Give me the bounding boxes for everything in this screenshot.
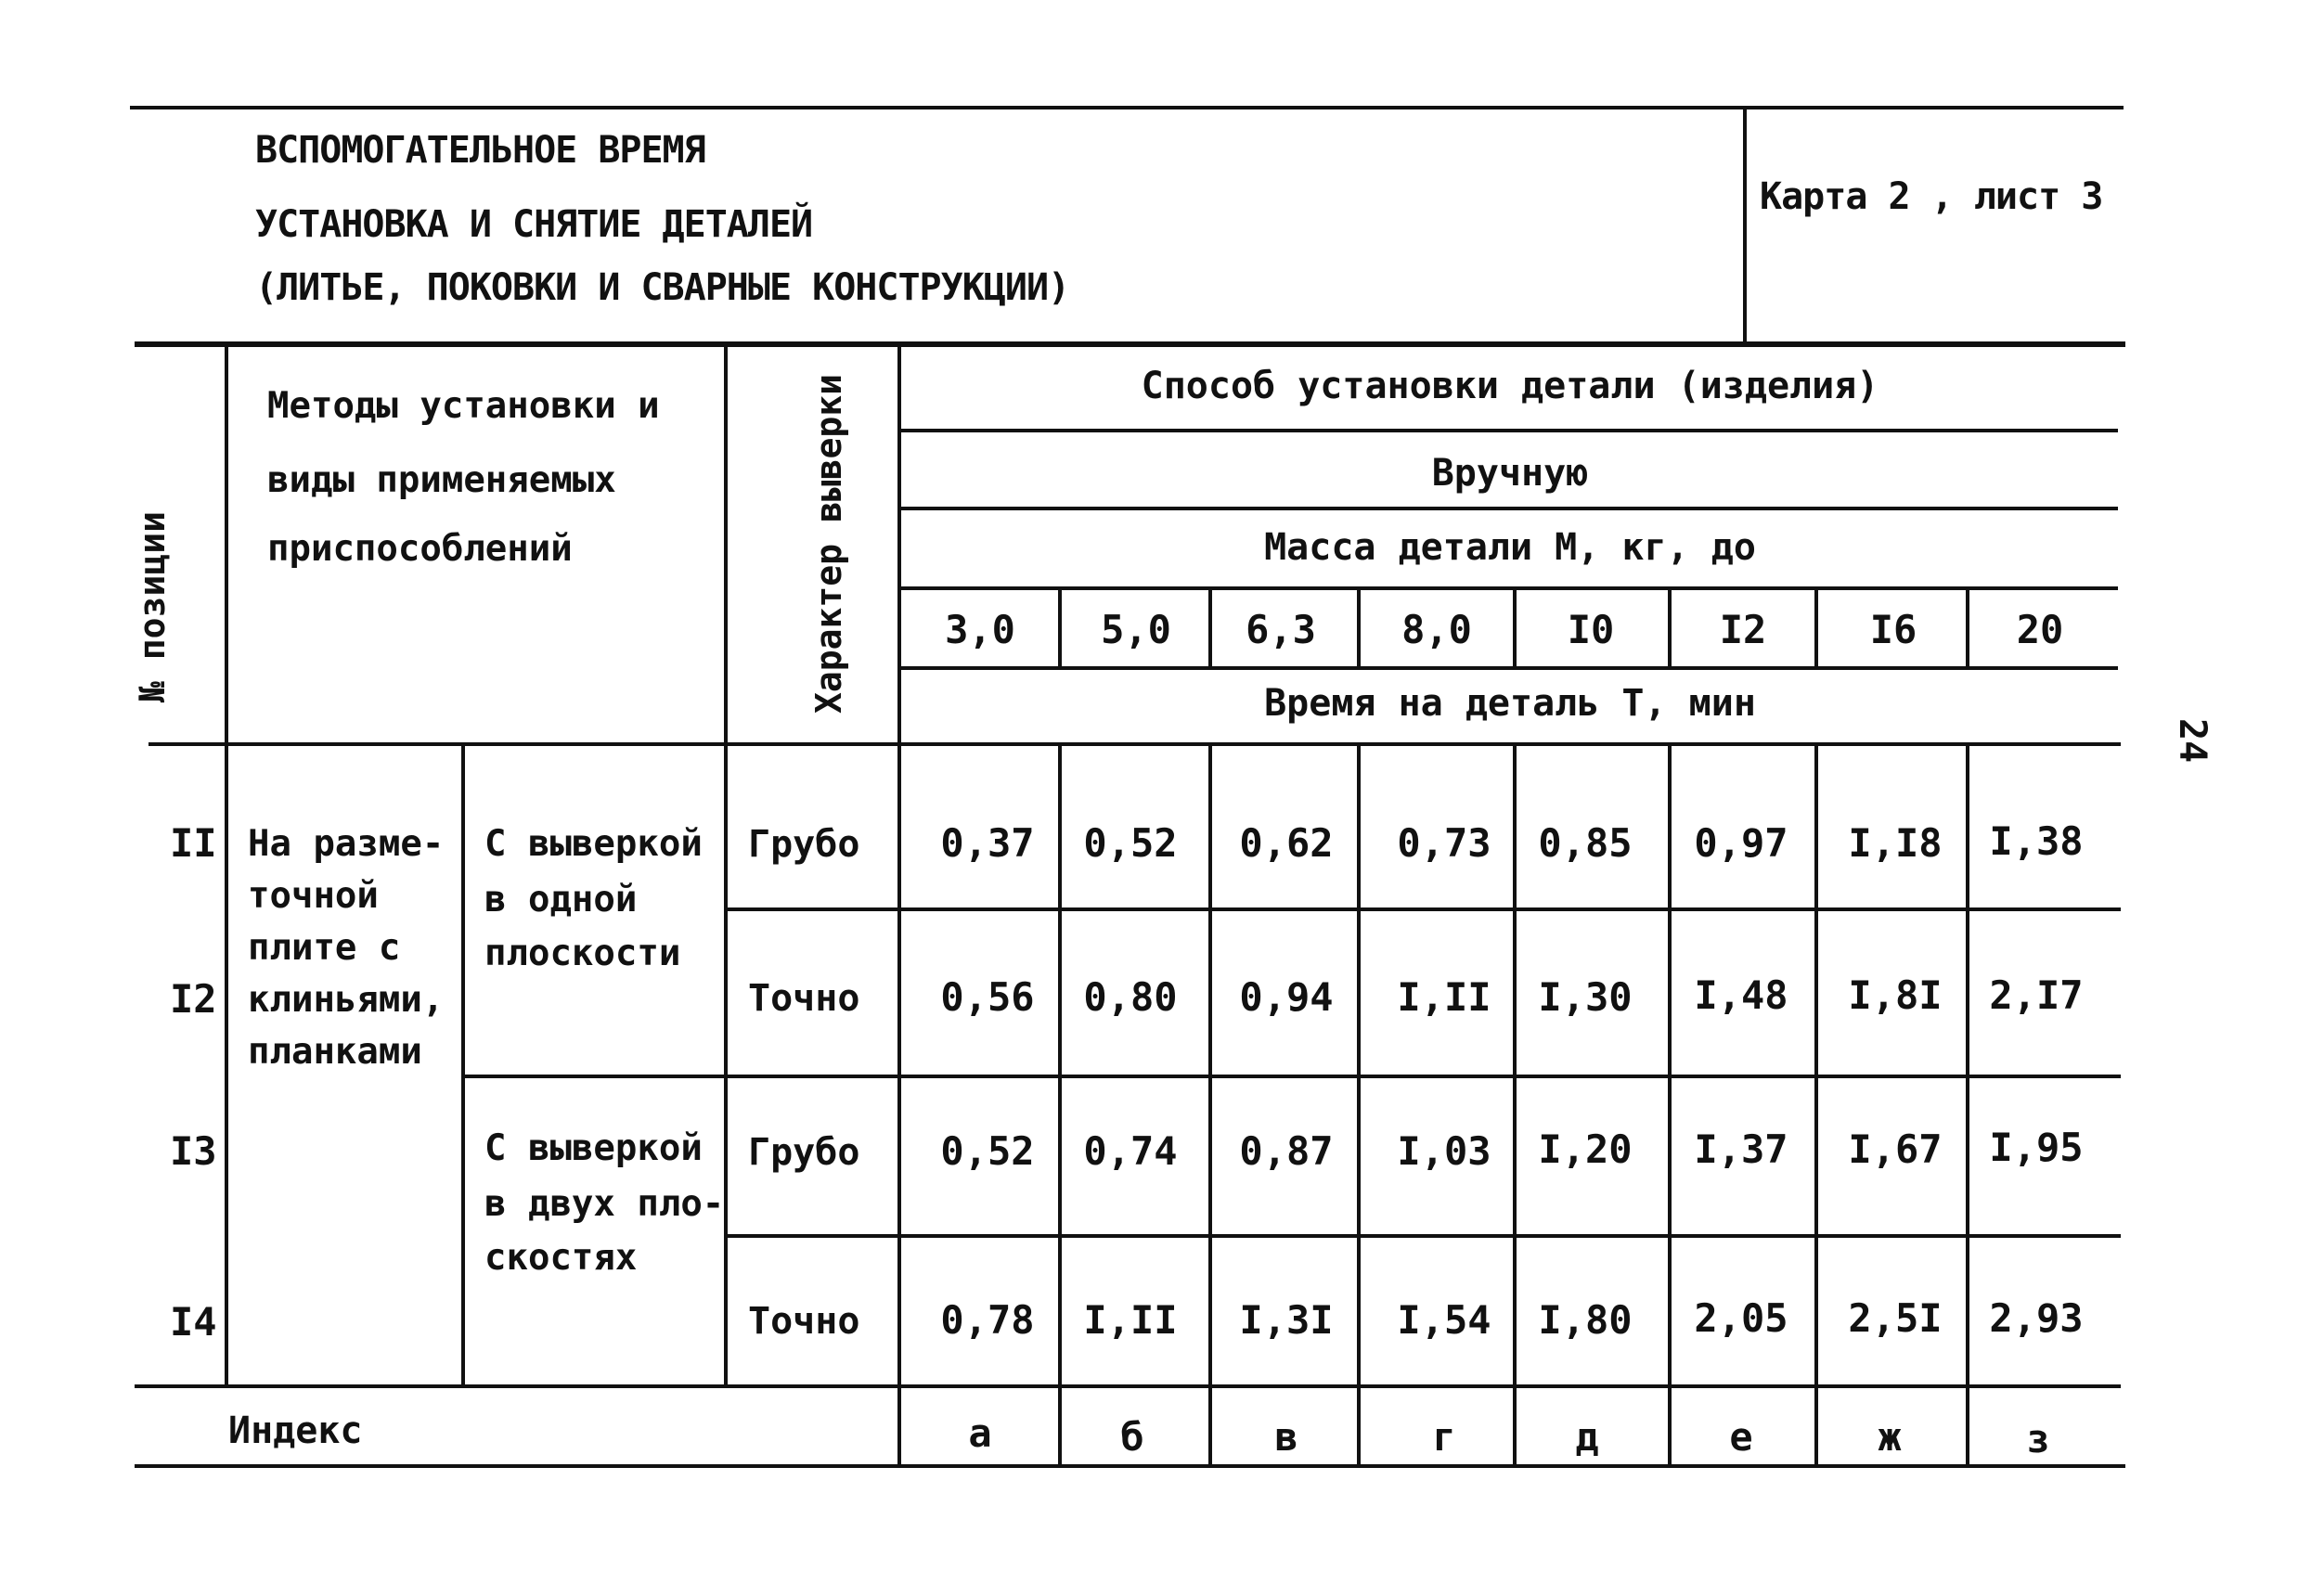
group-method-line-4: клиньями, — [248, 979, 445, 1021]
alignment-row-13: Грубо — [748, 1131, 860, 1174]
value-cell: I,3I — [1239, 1297, 1334, 1343]
col-methods-line-2: виды применяемых — [267, 459, 616, 501]
value-cell: I,48 — [1694, 972, 1788, 1018]
value-cell: I,80 — [1538, 1297, 1633, 1343]
subgroup-1-line-3: плоскости — [484, 933, 681, 974]
value-cell: 0,80 — [1083, 974, 1178, 1020]
rule-under-mass-values — [900, 666, 2118, 670]
rule-row-11-bottom — [726, 907, 2121, 911]
mass-value-c: 6,3 — [1246, 607, 1316, 652]
header-title-line-1: ВСПОМОГАТЕЛЬНОЕ ВРЕМЯ — [255, 129, 705, 172]
group-method-line-3: плите с — [248, 927, 401, 969]
mass-value-h: 20 — [2016, 607, 2064, 652]
value-cell: I,II — [1397, 974, 1491, 1020]
value-cell: 2,5I — [1848, 1295, 1943, 1341]
value-cell: I,20 — [1538, 1126, 1633, 1172]
value-cell: 0,37 — [940, 820, 1035, 866]
value-cell: I,II — [1083, 1297, 1178, 1343]
index-label: Индекс — [228, 1409, 363, 1452]
page-number: 24 — [2171, 718, 2214, 764]
alignment-row-11: Грубо — [748, 823, 860, 866]
index-h: з — [2026, 1416, 2050, 1461]
manual-header: Вручную — [1431, 452, 1589, 495]
value-cell: I,95 — [1989, 1125, 2084, 1170]
alignment-row-14: Точно — [748, 1300, 860, 1343]
value-cell: I,30 — [1538, 974, 1633, 1020]
position-11: II — [170, 820, 217, 866]
mass-value-e: I0 — [1567, 607, 1615, 652]
vrule-position — [225, 345, 228, 1386]
value-cell: 2,I7 — [1989, 972, 2084, 1018]
mass-value-f: I2 — [1719, 607, 1767, 652]
rule-under-manual — [900, 507, 2118, 510]
value-cell: 2,93 — [1989, 1295, 2084, 1341]
rule-under-mass-label — [900, 586, 2118, 590]
value-cell: 0,85 — [1538, 820, 1633, 866]
position-12: I2 — [170, 976, 217, 1022]
table-bottom-rule — [135, 1464, 2125, 1468]
rule-group-1-bottom — [464, 1075, 2121, 1078]
index-e: д — [1575, 1414, 1599, 1460]
value-cell: 0,94 — [1239, 974, 1334, 1020]
index-c: в — [1274, 1414, 1298, 1460]
position-13: I3 — [170, 1128, 217, 1174]
rule-row-13-bottom — [726, 1234, 2121, 1238]
group-method-line-1: На разме- — [248, 823, 445, 865]
value-cell: 0,73 — [1397, 820, 1491, 866]
table-header-bottom-rule — [148, 742, 2121, 746]
col-methods-line-3: приспособлений — [267, 528, 573, 570]
value-cell: 0,74 — [1083, 1128, 1178, 1174]
position-14: I4 — [170, 1299, 217, 1345]
index-f: е — [1729, 1414, 1753, 1460]
value-cell: I,8I — [1848, 972, 1943, 1018]
vrule-alignment — [897, 345, 901, 1466]
group-method-line-5: планками — [248, 1031, 422, 1073]
alignment-row-12: Точно — [748, 977, 860, 1020]
index-g: ж — [1878, 1414, 1902, 1460]
subgroup-2-line-1: С выверкой — [484, 1127, 703, 1169]
value-cell: I,38 — [1989, 818, 2084, 864]
mass-label: Масса детали М, кг, до — [1264, 526, 1756, 569]
value-cell: 0,87 — [1239, 1128, 1334, 1174]
subgroup-2-line-3: скостях — [484, 1237, 638, 1279]
col-methods-line-1: Методы установки и — [267, 385, 660, 427]
rule-under-install-method — [900, 429, 2118, 432]
value-cell: I,I8 — [1848, 820, 1943, 866]
header-top-rule — [130, 106, 2124, 109]
mass-value-b: 5,0 — [1101, 607, 1171, 652]
subgroup-1-line-2: в одной — [484, 879, 638, 920]
value-cell: I,54 — [1397, 1297, 1491, 1343]
value-cell: I,03 — [1397, 1128, 1491, 1174]
vrule-methods — [724, 345, 728, 1386]
group-method-line-2: точной — [248, 875, 379, 917]
value-cell: 2,05 — [1694, 1295, 1788, 1341]
header-title-line-2: УСТАНОВКА И СНЯТИЕ ДЕТАЛЕЙ — [255, 203, 813, 246]
value-cell: 0,52 — [940, 1128, 1035, 1174]
subgroup-1-line-1: С выверкой — [484, 823, 703, 865]
mass-value-d: 8,0 — [1401, 607, 1472, 652]
vrule-subgroup — [461, 744, 465, 1386]
col-alignment-header: Характер выверки — [808, 373, 849, 714]
value-cell: I,67 — [1848, 1126, 1943, 1172]
card-reference: Карта 2 , лист 3 — [1760, 175, 2103, 218]
rule-above-index — [135, 1384, 2121, 1388]
install-method-header: Способ установки детали (изделия) — [1141, 365, 1879, 407]
col-position-header: № позиции — [132, 511, 173, 702]
index-d: г — [1432, 1414, 1456, 1460]
table-top-rule — [135, 343, 2125, 347]
index-a: а — [968, 1410, 992, 1456]
value-cell: 0,56 — [940, 974, 1035, 1020]
value-cell: 0,97 — [1694, 820, 1788, 866]
header-title-line-3: (ЛИТЬЕ, ПОКОВКИ И СВАРНЫЕ КОНСТРУКЦИИ) — [255, 266, 1070, 309]
header-divider — [1743, 106, 1747, 343]
vrule-col-d — [1357, 588, 1361, 668]
mass-value-g: I6 — [1869, 607, 1917, 652]
index-b: б — [1120, 1414, 1144, 1460]
value-cell: 0,62 — [1239, 820, 1334, 866]
subgroup-2-line-2: в двух пло- — [484, 1183, 725, 1225]
value-cell: I,37 — [1694, 1126, 1788, 1172]
value-cell: 0,52 — [1083, 820, 1178, 866]
mass-value-a: 3,0 — [945, 607, 1015, 652]
time-label: Время на деталь Т, мин — [1264, 682, 1756, 725]
value-cell: 0,78 — [940, 1297, 1035, 1343]
